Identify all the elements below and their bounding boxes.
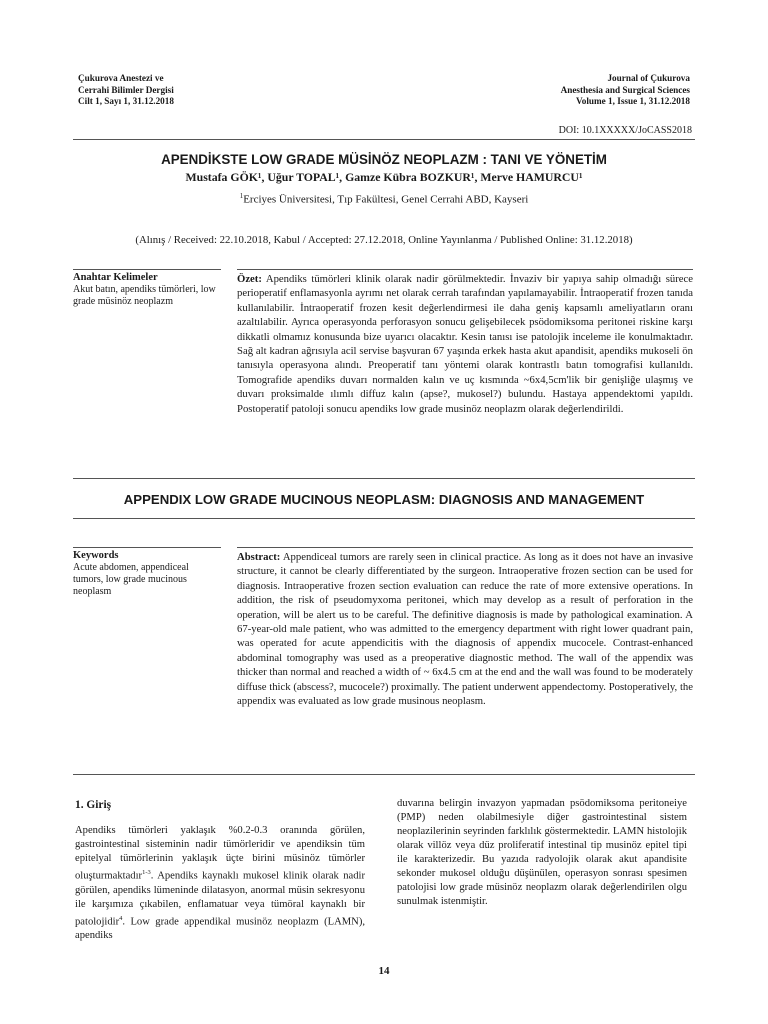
body-text: duvarına belirgin invazyon yapmadan psödomiksoma peritoneiye (PMP) neden olabilmesiyle diğer gastrointestinal sistem neoplazilerinin seyrinden farklılık göstermektedir. LAMN histolojik olarak villöz veya düz proliferatif intestinal tip musinöz epitel tipi ile karakterizedir. Bu yazıda radyolojik olarak akut apandisite sekonder mukosel olduğu düşünülen, operasyon sonrası spesimen patolojisi low grade müsinöz neoplazm olarak değerlendirilen olgu sunulmak istenmiştir. [397, 798, 687, 907]
section-divider [73, 774, 695, 775]
header-right-line: Volume 1, Issue 1, 31.12.2018 [575, 96, 690, 106]
journal-header-en [561, 73, 690, 108]
body-text: . Apendiks kaynaklı mukosel klinik olarak nadir görülen, apendiks lümeninde dilatasyon, anormal müsin sekresyonu ile karşımıza çıkabilen, enflamatuar veya tümöral kaynaklı bir patolojidir [75, 870, 365, 928]
abstract-text: Apendiks tümörleri klinik olarak nadir görülmektedir. İnvaziv bir yapıya sahip olmadığı sürece perioperatif enflamasyonla ayrımı net olarak cerrah tarafından yapılamayabilir. İntraoperatif frozen tanıda kullanılabilir. İntraoperatif frozen kesit değerlendirmesi ile daha geniş kapsamlı ameliyatların oranı azaltılabilir. Ayrıca operasyonda perforasyon sonucu gelişebilecek psödomiksoma peritonei riskine karşı dikkatli olmamız konusunda bize uyarıcı olacaktır. Kesin tanısı ise patolojik inceleme ile konulmaktadır. Sağ alt kadran ağrısıyla acil servise başvuran 67 yaşında erkek hasta akut apandisit, apendiks mukoseli ön tanısıyla operasyona alındı. Preoperatif tanı yöntemi olarak kontrastlı batın tomografisi kullanıldı. Tomografide apendiks duvarı normalden kalın ve uç kısmında ~6x4,5cm'lik bir genişliğe ulaşmış ve duvarı proksimalde ılımlı diffuz kalın (apse?, mukosel?) bulundu. Hastaya appendektomi yapıldı. Postoperatif patoloji sonucu apendiks low grade musinöz neoplazm olarak değerlendirildi. [237, 273, 693, 415]
citation: 4 [119, 914, 123, 922]
body-text: Apendiks tümörleri yaklaşık %0.2-0.3 oranında görülen, gastrointestinal sisteminin nadir tümörleridir ve apendiksin tüm epitelyal tümörlerinin yaklaşık üçte birini müsinöz tümörler oluşturmaktadır [75, 825, 365, 882]
abstract-divider [237, 269, 693, 270]
abstract-text: Appendiceal tumors are rarely seen in clinical practice. As long as it does not have an invasive structure, it cannot be clearly differentiated by the surgeon. Intraoperative frozen section can be used for diagnosis. Intraoperative frozen section evaluation can reduce the rate of more extensive operations. In addition, the risk of pseudomyxoma peritonei, which may develop as a result of perforation in the operation, will be alert us to be careful. The definitive diagnosis is made by pathological examination. A 67-year-old male patient, who was admitted to the emergency department with right lower quadrant pain, was operated for acute appendicitis with the diagnosis of appendix mucocele. Contrast-enhanced abdominal tomography was used as a preoperative diagnostic method. The wall of the appendix was thicker than normal and reached a width of ~ 6x4.5 cm at the end and the wall was found to be moderately diffuse thick (abscess?, mucocele?) proximally. The patient underwent appendectomy. Postoperatively, the appendix was evaluated as low grade musinous neoplasm. [237, 551, 693, 708]
section-divider [73, 478, 695, 479]
author-list: Mustafa GÖK¹, Uğur TOPAL¹, Gamze Kübra BOZKUR¹, Merve HAMURCU¹ [185, 170, 583, 184]
section-divider [73, 518, 695, 519]
affiliation-text: Erciyes Üniversitesi, Tıp Fakültesi, Genel Cerrahi ABD, Kayseri [243, 193, 529, 206]
abstract-en [237, 547, 693, 708]
abstract-label: Özet: [237, 273, 262, 285]
keywords-tr [73, 269, 221, 308]
abstract-tr [237, 269, 693, 416]
header-left-line: Çukurova Anestezi ve [78, 73, 164, 83]
publication-dates: (Alınış / Received: 22.10.2018, Kabul / Accepted: 27.12.2018, Online Yayınlanma / Published Online: 31.12.2018) [135, 234, 633, 246]
article-title-tr: APENDİKSTE LOW GRADE MÜSİNÖZ NEOPLAZM : TANI VE YÖNETİM [161, 152, 607, 167]
section-heading: 1. Giriş [75, 799, 112, 811]
keywords-heading: Keywords [73, 550, 119, 561]
journal-header-tr [78, 73, 174, 108]
abstract-label: Abstract: [237, 551, 281, 563]
header-right-line: Anesthesia and Surgical Sciences [560, 84, 690, 95]
keywords-divider [73, 547, 221, 548]
body-text: . Low grade appendikal musinöz neoplazm (LAMN), apendiks [75, 916, 365, 942]
keywords-text: Akut batın, apendiks tümörleri, low grade müsinöz neoplazm [73, 284, 216, 307]
keywords-heading: Anahtar Kelimeler [73, 272, 158, 283]
citation: 1-3 [142, 869, 151, 876]
article-title-en: APPENDIX LOW GRADE MUCINOUS NEOPLASM: DIAGNOSIS AND MANAGEMENT [123, 492, 645, 507]
header-right-line: Journal of Çukurova [607, 73, 690, 83]
doi[interactable]: DOI: 10.1XXXXX/JoCASS2018 [558, 125, 692, 136]
keywords-divider [73, 269, 221, 270]
header-left-line: Cilt 1, Sayı 1, 31.12.2018 [78, 96, 174, 106]
body-column-left [75, 798, 365, 943]
page-number: 14 [378, 965, 390, 977]
abstract-divider [237, 547, 693, 548]
body-column-right [397, 797, 687, 909]
header-divider [73, 139, 695, 140]
header-left-line: Cerrahi Bilimler Dergisi [78, 84, 174, 95]
keywords-text: Acute abdomen, appendiceal tumors, low grade mucinous neoplasm [73, 562, 189, 597]
keywords-en [73, 547, 221, 598]
affiliation-marker: 1 [239, 192, 244, 200]
affiliation [0, 192, 768, 206]
